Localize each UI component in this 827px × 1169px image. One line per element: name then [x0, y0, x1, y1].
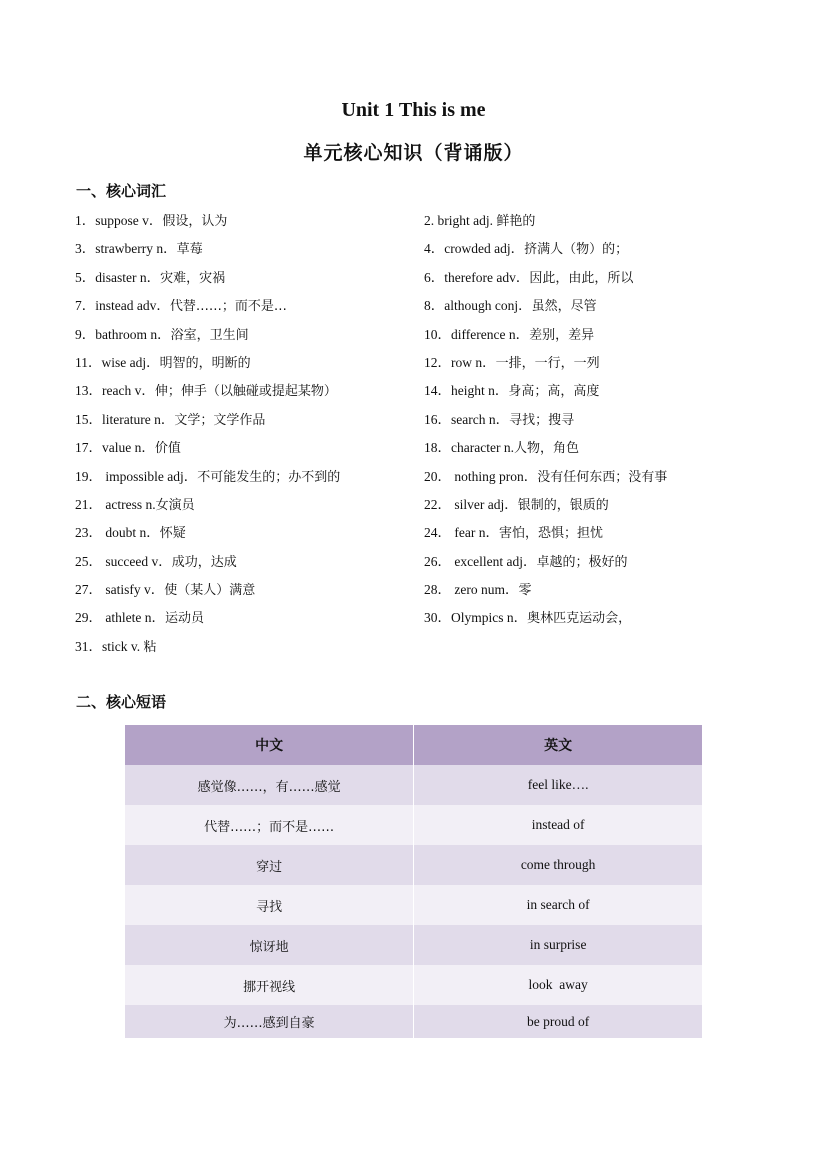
vocab-meaning: 奥林匹克运动会， — [527, 611, 632, 627]
vocab-number: 29． — [75, 610, 102, 626]
cell-english: come through — [414, 845, 703, 885]
vocab-word: doubt n． — [102, 525, 160, 541]
vocab-meaning: 粘 — [143, 639, 157, 655]
vocab-number: 22． — [424, 496, 451, 512]
vocab-item — [75, 211, 424, 239]
vocab-number: 28． — [424, 582, 451, 598]
vocab-item — [75, 637, 424, 665]
vocab-item — [424, 523, 755, 551]
vocab-item — [424, 608, 755, 636]
vocab-meaning: 身高；高，高度 — [508, 384, 600, 400]
vocab-meaning: 价值 — [154, 441, 181, 457]
vocab-word: literature n． — [102, 411, 175, 427]
vocab-number: 8． — [424, 298, 445, 314]
column-header-chinese: 中文 — [125, 725, 414, 765]
vocab-word: impossible adj． — [102, 468, 198, 484]
cell-chinese: 惊讶地 — [125, 925, 414, 965]
phrases-table — [125, 725, 703, 1038]
vocab-meaning: 成功，达成 — [171, 554, 237, 570]
vocab-item — [424, 268, 755, 296]
vocab-number: 16． — [424, 411, 451, 427]
vocab-number: 9． — [75, 326, 96, 342]
vocab-number: 27． — [75, 582, 102, 598]
vocab-meaning: 人物，角色 — [513, 441, 579, 457]
vocab-item — [75, 268, 424, 296]
vocab-word: athlete n． — [102, 610, 165, 626]
vocab-item — [75, 552, 424, 580]
cell-english: feel like…. — [414, 765, 703, 805]
vocab-item — [424, 467, 755, 495]
vocab-number: 13． — [75, 383, 102, 399]
vocab-item — [424, 211, 755, 239]
table-row — [125, 965, 703, 1005]
vocab-item — [424, 296, 755, 324]
vocab-number: 21． — [75, 496, 102, 512]
vocab-meaning: 伸；伸手（以触碰或提起某物） — [154, 384, 337, 400]
vocab-item — [75, 467, 424, 495]
vocab-meaning: 假设，认为 — [162, 214, 228, 229]
vocab-meaning: 没有任何东西；没有事 — [537, 469, 668, 485]
cell-english: be proud of — [414, 1005, 703, 1038]
vocab-word: bathroom n． — [95, 326, 171, 342]
cell-chinese: 穿过 — [125, 845, 414, 885]
vocab-word: row n． — [451, 354, 496, 370]
vocab-item — [424, 438, 755, 466]
section-heading-phrases: 二、核心短语 — [76, 693, 167, 711]
vocab-meaning: 虽然，尽管 — [531, 299, 597, 315]
vocab-meaning: 灾难，灾祸 — [160, 270, 226, 286]
vocabulary-list — [75, 211, 755, 665]
vocab-number: 24． — [424, 525, 451, 541]
vocab-item — [75, 296, 424, 324]
vocab-meaning: 寻找；搜寻 — [509, 412, 575, 428]
vocab-number: 2. — [424, 213, 435, 228]
vocab-item — [424, 381, 755, 409]
table-row — [125, 805, 703, 845]
vocab-item — [424, 580, 755, 608]
vocab-word: difference n． — [451, 326, 530, 342]
vocab-meaning: 因此，由此，所以 — [529, 270, 634, 286]
vocab-meaning: 零 — [518, 583, 532, 599]
vocab-number: 26． — [424, 553, 451, 569]
vocab-meaning: 卓越的；极好的 — [536, 554, 628, 570]
vocab-number: 12． — [424, 354, 451, 370]
table-row — [125, 1005, 703, 1038]
vocab-word: stick v. — [102, 638, 144, 654]
vocab-number: 19． — [75, 468, 102, 484]
vocab-word: suppose v． — [95, 213, 163, 228]
page-title: Unit 1 This is me — [341, 99, 486, 121]
vocab-word: excellent adj． — [451, 553, 537, 569]
cell-chinese: 挪开视线 — [125, 965, 414, 1005]
cell-chinese: 代替……；而不是…… — [125, 805, 414, 845]
vocab-meaning: 女演员 — [155, 497, 195, 513]
vocab-meaning: 鲜艳的 — [496, 214, 536, 229]
vocab-word: actress n. — [102, 496, 156, 512]
vocab-word: search n． — [451, 411, 510, 427]
vocab-word: strawberry n． — [95, 241, 177, 257]
vocab-item — [75, 580, 424, 608]
cell-english: instead of — [414, 805, 703, 845]
vocab-word: reach v． — [102, 383, 155, 399]
vocab-word: Olympics n． — [451, 610, 528, 626]
vocab-number: 23． — [75, 525, 102, 541]
vocab-number: 11． — [75, 354, 102, 370]
vocab-number: 7． — [75, 298, 96, 314]
vocab-item — [424, 410, 755, 438]
vocab-meaning: 差别，差异 — [529, 327, 595, 343]
vocab-word: character n. — [451, 440, 514, 456]
cell-chinese: 感觉像……，有……感觉 — [125, 765, 414, 805]
vocab-number: 15． — [75, 411, 102, 427]
vocab-word: instead adv． — [95, 298, 170, 314]
vocab-meaning: 怀疑 — [159, 526, 186, 542]
vocab-word: silver adj． — [451, 496, 518, 512]
vocab-word: zero num． — [451, 582, 519, 598]
vocab-word: wise adj． — [101, 354, 160, 370]
vocab-number: 10． — [424, 326, 451, 342]
vocab-meaning: 使（某人）满意 — [164, 583, 256, 599]
vocab-word: nothing pron． — [451, 468, 538, 484]
vocab-number: 31． — [75, 638, 102, 654]
vocab-meaning: 一排，一行，一列 — [495, 355, 600, 371]
vocab-number: 6． — [424, 269, 445, 285]
vocab-item — [75, 438, 424, 466]
vocab-item — [424, 353, 755, 381]
vocab-item — [424, 552, 755, 580]
column-header-english: 英文 — [414, 725, 703, 765]
vocab-word: disaster n． — [95, 269, 161, 285]
vocab-word: fear n． — [451, 525, 499, 541]
vocab-number: 30． — [424, 610, 451, 626]
vocab-item — [75, 325, 424, 353]
cell-english: in surprise — [414, 925, 703, 965]
vocab-word: satisfy v． — [102, 582, 165, 598]
table-row — [125, 925, 703, 965]
vocab-meaning: 害怕，恐惧；担忧 — [498, 526, 603, 542]
table-row — [125, 885, 703, 925]
page-subtitle: 单元核心知识（背诵版） — [303, 142, 524, 164]
vocab-meaning: 草莓 — [176, 242, 203, 258]
vocab-number: 14． — [424, 383, 451, 399]
vocab-word: height n． — [451, 383, 509, 399]
vocab-meaning: 挤满人（物）的； — [524, 242, 629, 258]
section-heading-vocabulary: 一、核心词汇 — [76, 182, 167, 200]
vocab-number: 17． — [75, 440, 102, 456]
cell-english: in search of — [414, 885, 703, 925]
vocab-meaning: 浴室，卫生间 — [170, 327, 249, 343]
vocab-meaning: 运动员 — [164, 611, 204, 627]
vocab-item — [75, 239, 424, 267]
vocab-meaning: 银制的，银质的 — [517, 497, 609, 513]
vocab-number: 18． — [424, 440, 451, 456]
cell-english: look away — [414, 965, 703, 1005]
vocab-meaning: 不可能发生的；办不到的 — [197, 469, 341, 485]
vocab-item — [75, 410, 424, 438]
vocab-item — [75, 495, 424, 523]
vocab-word: value n． — [102, 440, 155, 456]
vocab-word: although conj． — [444, 298, 532, 314]
vocab-word: bright adj. — [434, 213, 497, 228]
cell-chinese: 寻找 — [125, 885, 414, 925]
table-row — [125, 765, 703, 805]
vocab-word: crowded adj． — [444, 241, 525, 257]
vocab-item — [75, 608, 424, 636]
vocab-number: 25． — [75, 553, 102, 569]
vocab-word: succeed v． — [102, 553, 172, 569]
vocab-item — [75, 523, 424, 551]
vocab-number: 5． — [75, 269, 96, 285]
cell-chinese: 为……感到自豪 — [125, 1005, 414, 1038]
vocab-item — [424, 325, 755, 353]
table-header-row — [125, 725, 703, 765]
vocab-number: 1． — [75, 213, 96, 228]
vocab-meaning: 明智的，明断的 — [159, 355, 251, 371]
vocab-number: 3． — [75, 241, 96, 257]
vocab-item — [424, 239, 755, 267]
vocab-number: 20． — [424, 468, 451, 484]
table-row — [125, 845, 703, 885]
vocab-word: therefore adv． — [444, 269, 530, 285]
vocab-number: 4． — [424, 241, 445, 257]
vocab-meaning: 代替……；而不是… — [169, 299, 287, 315]
vocab-meaning: 文学；文学作品 — [174, 412, 266, 428]
vocab-item — [75, 381, 424, 409]
vocab-item — [75, 353, 424, 381]
vocab-item — [424, 495, 755, 523]
